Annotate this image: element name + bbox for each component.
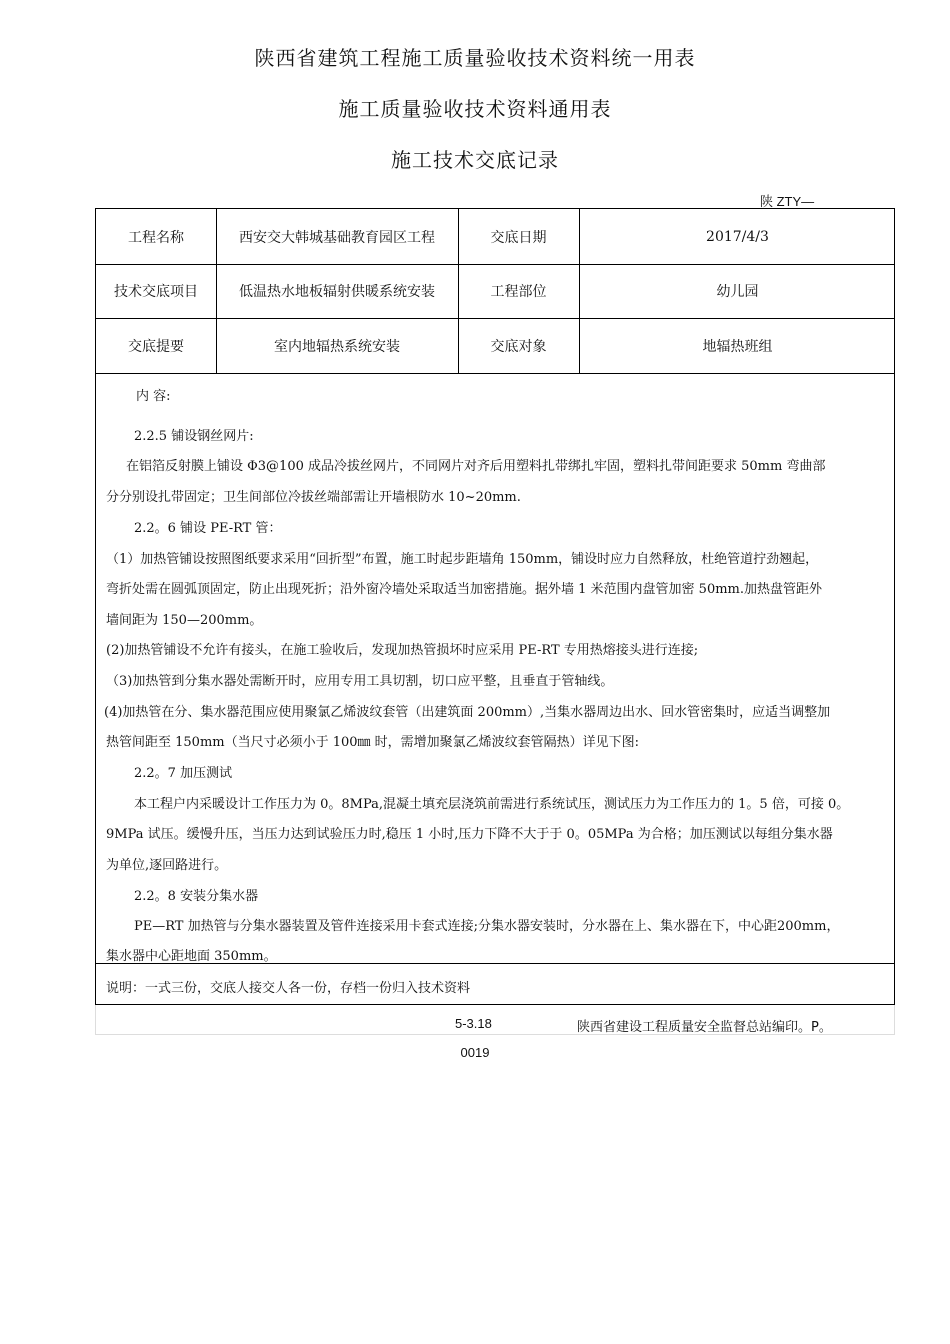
value-project-name: 西安交大韩城基础教育园区工程 — [239, 229, 435, 246]
content-line: 在铝箔反射膜上铺设 Φ3@100 成品冷拔丝网片，不同网片对齐后用塑料扎带绑扎牢固，塑料扎带间距要求 50mm 弯曲部 — [126, 459, 826, 474]
content-line: 2.2。8 安装分集水器 — [134, 889, 259, 904]
remarks: 说明：一式三份，交底人接交人各一份，存档一份归入技术资料 — [106, 981, 471, 996]
form-title-main: 陕西省建筑工程施工质量验收技术资料统一用表 — [254, 46, 696, 70]
record-table — [95, 208, 895, 1005]
content-line: 集水器中心距地面 350mm。 — [106, 949, 277, 963]
content-line: PE—RT 加热管与分集水器装置及管件连接采用卡套式连接;分集水器安装时，分水器在上、集水器在下，中心距200mm， — [134, 919, 840, 934]
content-line: 2.2。7 加压测试 — [134, 766, 233, 781]
content-line: 热管间距至 150mm（当尺寸必须小于 100㎜ 时，需增加聚氯乙烯波纹套管隔热）详见下图: — [106, 735, 640, 750]
content-line: 分分别设扎带固定；卫生间部位冷拔丝端部需让开墙根防水 10~20mm. — [106, 490, 521, 505]
label-briefing-item: 技术交底项目 — [114, 284, 198, 300]
content-line: 本工程户内采暖设计工作压力为 0。8MPa,混凝土填充层浇筑前需进行系统试压，测试压力为工作压力的 1。5 倍，可接 0。 — [134, 797, 850, 812]
value-briefing-date: 2017/4/3 — [706, 228, 769, 245]
content-line: (2)加热管铺设不允许有接头，在施工验收后，发现加热管损坏时应采用 PE-RT 专用热熔接头进行连接; — [106, 643, 699, 658]
value-briefing-summary: 室内地辐热系统安装 — [274, 338, 400, 355]
footer-form-number: 5-3.18 — [455, 1016, 492, 1031]
label-project-location: 工程部位 — [490, 284, 547, 300]
content-line: 为单位,逐回路进行。 — [106, 858, 228, 873]
value-briefing-target: 地辐热班组 — [702, 338, 773, 355]
content-area — [96, 373, 896, 963]
content-line: （3)加热管到分集水器处需断开时，应用专用工具切割，切口应平整，且垂直于管轴线。 — [106, 674, 614, 689]
form-code: 陕 ZTY— — [760, 194, 815, 209]
form-title-record: 施工技术交底记录 — [391, 148, 559, 172]
label-briefing-target: 交底对象 — [490, 338, 547, 355]
content-line: 墙间距为 150—200mm。 — [106, 613, 263, 628]
content-label: 内 容: — [136, 389, 171, 404]
content-line: 9MPa 试压。缓慢升压，当压力达到试验压力时,稳压 1 小时,压力下降不大于于 0。05MPa 为合格；加压测试以每组分集水器 — [106, 827, 833, 842]
form-title-sub: 施工质量验收技术资料通用表 — [338, 97, 612, 121]
footer-publisher: 陕西省建设工程质量安全监督总站编印。P。 — [577, 1020, 832, 1035]
label-briefing-summary: 交底提要 — [128, 338, 184, 355]
row-divider — [96, 963, 894, 964]
value-project-location: 幼儿园 — [716, 284, 759, 300]
value-briefing-item: 低温热水地板辐射供暖系统安装 — [239, 284, 435, 300]
page-number: 0019 — [460, 1045, 490, 1060]
content-line: 弯折处需在圆弧顶固定，防止出现死折；沿外窗冷墙处采取适当加密措施。据外墙 1 米范围内盘管加密 50mm.加热盘管距外 — [106, 582, 822, 597]
label-briefing-date: 交底日期 — [490, 229, 547, 246]
content-line: （1）加热管铺设按照图纸要求采用“回折型”布置，施工时起步距墙角 150mm，铺设时应力自然释放，杜绝管道拧劲翘起， — [106, 552, 819, 567]
content-line: 2.2.5 铺设钢丝网片: — [134, 429, 254, 444]
content-line: (4)加热管在分、集水器范围应使用聚氯乙烯波纹套管（出建筑面 200mm）,当集水器周边出水、回水管密集时，应适当调整加 — [104, 705, 831, 720]
content-line: 2.2。6 铺设 PE-RT 管： — [134, 521, 282, 536]
label-project-name: 工程名称 — [128, 229, 184, 246]
